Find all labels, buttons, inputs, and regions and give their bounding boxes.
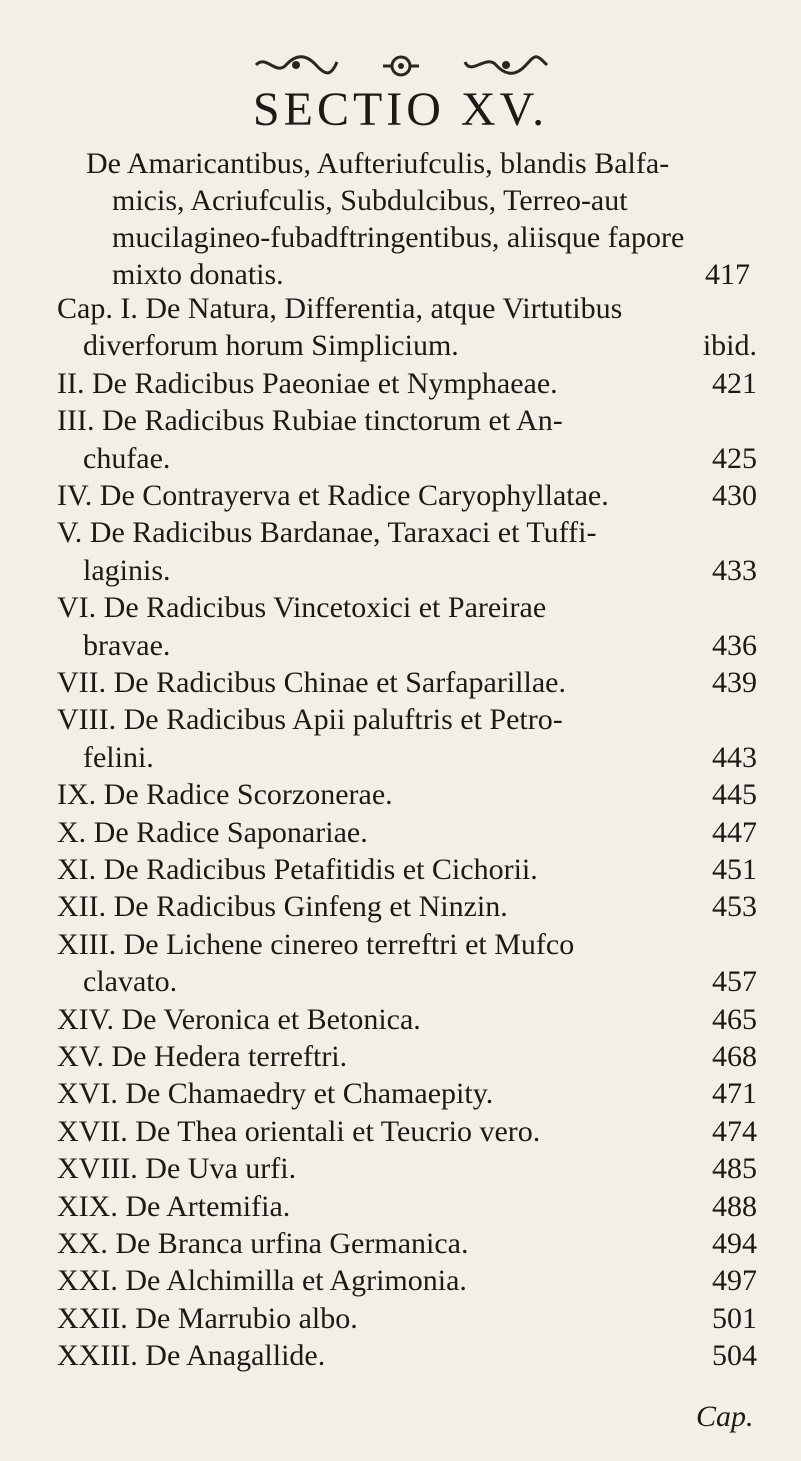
toc-entry-title: X. De Radice Saponariae. (57, 815, 368, 849)
toc-entry (57, 404, 757, 441)
toc-entry-title: IV. De Contrayerva et Radice Caryophyllatae. (57, 479, 609, 512)
toc-entry-title-cont: bravae. (83, 628, 171, 662)
toc-entry-title: IX. De Radice Scorzonerae. (57, 778, 393, 812)
toc-page-number: 488 (712, 1189, 757, 1223)
toc-entry (57, 703, 757, 740)
intro-line: De Amaricantibus, Aufteriufculis, blandis Balfa- (86, 147, 670, 180)
toc-entry-title: XXI. De Alchimilla et Agrimonia. (57, 1264, 467, 1298)
toc-entry-title: XVIII. De Uva urfi. (57, 1152, 297, 1186)
toc-entry (57, 292, 757, 329)
toc-page-number: 451 (712, 853, 757, 886)
toc-entry (57, 367, 757, 404)
intro-line-text: mixto donatis. (112, 258, 284, 291)
toc-entry-title: XV. De Hedera terreftri. (57, 1040, 348, 1073)
toc-entry (57, 778, 757, 815)
intro-line: mucilagineo-fubadftringentibus, aliisque fapore (112, 221, 685, 254)
toc-entry (57, 853, 757, 890)
catchword: Cap. (696, 1400, 754, 1433)
toc-page-number: 468 (712, 1040, 757, 1073)
toc-entry-title-cont: chufae. (83, 441, 171, 475)
toc-page-number: 474 (712, 1114, 757, 1148)
toc-entry (57, 1227, 757, 1264)
toc-entry (57, 479, 757, 516)
toc-entry (57, 1264, 757, 1301)
intro-page-number: 417 (705, 258, 750, 291)
toc-page-number: 439 (712, 666, 757, 699)
toc-entry-title: XVI. De Chamaedry et Chamaepity. (57, 1077, 494, 1111)
toc-entry-title: VI. De Radicibus Vincetoxici et Pareirae (57, 591, 547, 625)
toc-entry-title: III. De Radicibus Rubiae tinctorum et An- (57, 404, 563, 438)
toc-entry-title: XX. De Branca urfina Germanica. (57, 1227, 469, 1260)
toc-entry (57, 1152, 757, 1189)
toc-entry-continuation (57, 442, 757, 479)
toc-page-number: 504 (712, 1339, 757, 1373)
toc-entry-title: XXII. De Marrubio albo. (57, 1301, 358, 1335)
toc-entry (57, 1115, 757, 1152)
toc-entry-title: XIX. De Artemifia. (57, 1189, 291, 1223)
toc-page-number: 430 (712, 479, 757, 512)
toc-page-number: 497 (712, 1264, 757, 1298)
toc-entry-title: XI. De Radicibus Petafitidis et Cichorii. (57, 853, 538, 886)
toc-page-number: 447 (712, 815, 757, 849)
toc-entry (57, 1190, 757, 1227)
toc-entry-continuation (57, 329, 757, 366)
toc-entry-continuation (57, 554, 757, 591)
toc-entry-continuation (57, 629, 757, 666)
toc-entry-title: XXIII. De Anagallide. (57, 1339, 326, 1373)
intro-line: micis, Acriufculis, Subdulcibus, Terreo-aut (112, 184, 628, 217)
toc-entry-title: II. De Radicibus Paeoniae et Nymphaeae. (57, 366, 558, 400)
toc-page-number: 485 (712, 1152, 757, 1186)
toc-entry (57, 816, 757, 853)
toc-entry-continuation (57, 741, 757, 778)
toc-page-number: 436 (712, 628, 757, 662)
toc-entry (57, 1003, 757, 1040)
toc-entry-title: XIV. De Veronica et Betonica. (57, 1002, 421, 1036)
toc-entry (57, 1339, 757, 1376)
toc-page-number: 494 (712, 1227, 757, 1260)
toc-entry-title-cont: laginis. (83, 553, 171, 587)
toc-page-number: ibid. (702, 329, 757, 363)
toc-entry-title: Cap. I. De Natura, Differentia, atque Virtutibus (57, 292, 623, 325)
toc-entry (57, 890, 757, 927)
toc-page-number: 465 (712, 1002, 757, 1036)
toc-page-number: 501 (712, 1301, 757, 1335)
toc-entry (57, 591, 757, 628)
toc-page-number: 433 (712, 553, 757, 587)
toc-entry-title: VII. De Radicibus Chinae et Sarfaparillae. (57, 666, 566, 699)
toc-page-number: 443 (712, 740, 757, 774)
toc-entry-title: V. De Radicibus Bardanae, Taraxaci et Tuffi- (57, 516, 597, 550)
toc-page-number: 425 (712, 441, 757, 475)
toc-page-number: 471 (712, 1077, 757, 1111)
toc-page-number: 457 (712, 965, 757, 999)
toc-entry (57, 928, 757, 965)
toc-entry (57, 1077, 757, 1114)
toc-page-number: 421 (712, 366, 757, 400)
toc-entry (57, 666, 757, 703)
toc-entry (57, 1040, 757, 1077)
section-heading: SECTIO XV. (252, 83, 549, 136)
toc-entry-title-cont: diverforum horum Simplicium. (83, 329, 459, 363)
toc-page-number: 445 (712, 778, 757, 812)
toc-entry-title-cont: clavato. (83, 965, 178, 999)
toc-entry-title: XII. De Radicibus Ginfeng et Ninzin. (57, 890, 508, 924)
toc-entry-title: VIII. De Radicibus Apii paluftris et Petro- (57, 703, 563, 737)
toc-entry-continuation (57, 965, 757, 1002)
toc-entry (57, 1302, 757, 1339)
toc-entry-title: XIII. De Lichene cinereo terreftri et Mufco (57, 927, 575, 961)
toc-page-number: 453 (712, 890, 757, 924)
toc-entry-title: XVII. De Thea orientali et Teucrio vero. (57, 1114, 541, 1148)
toc-entry (57, 516, 757, 553)
toc-entry-title-cont: felini. (83, 740, 154, 774)
